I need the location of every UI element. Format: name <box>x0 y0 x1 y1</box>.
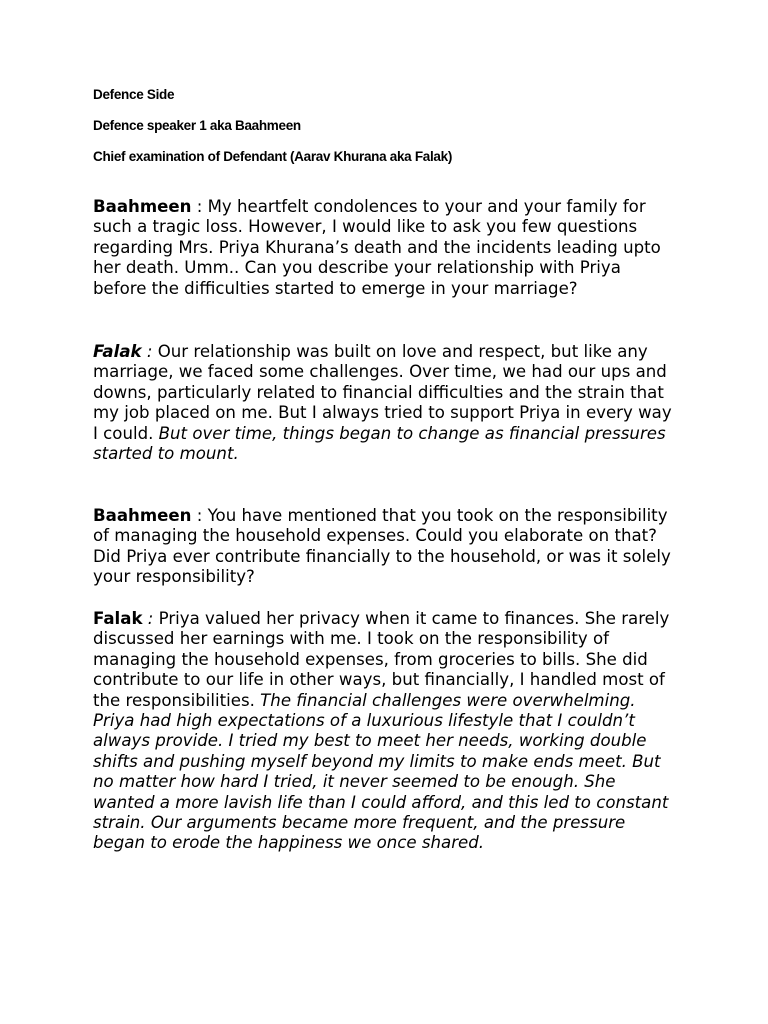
dialogue-paragraph <box>93 342 677 464</box>
dialogue-italic-text: But over time, things began to change as financial pressures started to mount. <box>93 423 666 464</box>
section-heading: Defence Side <box>93 87 175 102</box>
dialogue-paragraph <box>93 197 677 299</box>
speaker-heading: Defence speaker 1 aka Baahmeen <box>93 118 301 133</box>
dialogue-paragraph <box>93 609 677 854</box>
dialogue-text: My heartfelt condolences to your and your family for such a tragic loss. However, I would like to ask you few questions regarding Mrs. Priya Khurana’s death and the incidents leading upto her death. Umm.. Can you describe your relationship with Priya before the difficulties started to emerge in your marriage? <box>93 197 661 298</box>
speaker-name: Baahmeen <box>93 506 192 525</box>
dialogue-paragraph <box>93 506 677 588</box>
dialogue-text: Our relationship was built on love and respect, but like any marriage, we faced some challenges. Over time, we had our ups and downs, particularly related to financial difficulties and the strain that my job placed on me. But I always tried to support Priya in every way I could. <box>93 342 672 443</box>
speaker-separator: : <box>191 197 208 216</box>
speaker-name: Falak <box>93 342 142 361</box>
dialogue-text: Priya valued her privacy when it came to finances. She rarely discussed her earnings with me. I took on the responsibility of managing the household expenses, from groceries to bills. She did contribute to our life in other ways, but financially, I handled most of the responsibilities. <box>93 609 670 710</box>
dialogue-text: You have mentioned that you took on the responsibility of managing the household expenses. Could you elaborate on that? Did Priya ever contribute financially to the household, or was it solely your responsibility? <box>93 506 671 587</box>
speaker-separator: : <box>141 342 158 361</box>
speaker-name: Falak <box>93 609 143 628</box>
speaker-separator: : <box>191 506 208 525</box>
examination-heading: Chief examination of Defendant (Aarav Khurana aka Falak) <box>93 149 453 164</box>
speaker-separator: : <box>142 609 159 628</box>
speaker-name: Baahmeen <box>93 197 192 216</box>
dialogue-italic-text: The financial challenges were overwhelming. Priya had high expectations of a luxurious lifestyle that I couldn’t always provide. I tried my best to meet her needs, working double shifts and pushing myself beyond my limits to make ends meet. But no matter how hard I tried, it never seemed to be enough. She wanted a more lavish life than I could afford, and this led to constant strain. Our arguments became more frequent, and the pressure began to erode the happiness we once shared. <box>93 690 669 853</box>
